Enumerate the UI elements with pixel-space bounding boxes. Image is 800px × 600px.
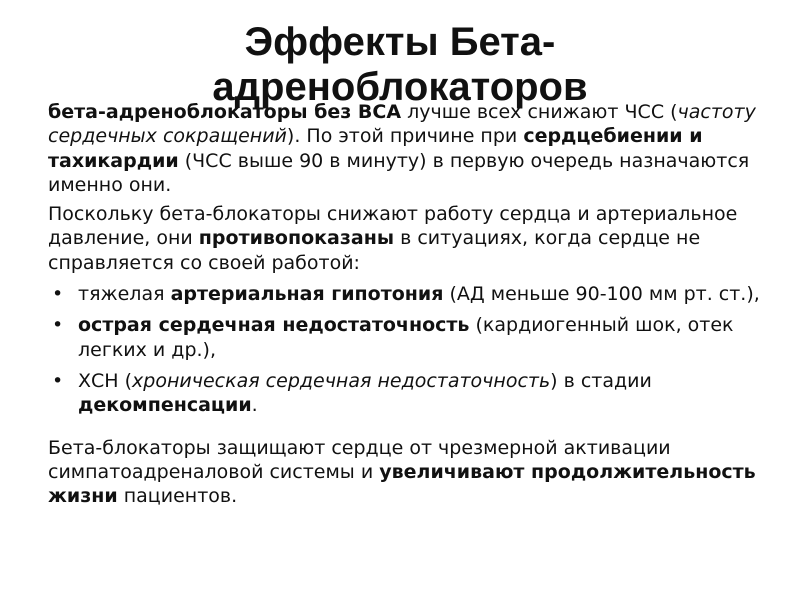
italic-chronic-heart-failure-definition: хроническая сердечная недостаточность — [132, 369, 551, 392]
bullet-icon: • — [52, 314, 64, 337]
list-item-hypotension — [48, 282, 768, 306]
list-item-acute-heart-failure — [48, 313, 768, 362]
paragraph-heart-rate — [48, 100, 768, 197]
bullet-icon: • — [52, 283, 64, 306]
emphasis-beta-blockers-no-isa: бета-адреноблокаторы без ВСА — [48, 101, 402, 123]
text-run: пациентов. — [117, 485, 238, 508]
text-run: ). По этой причине при — [286, 125, 524, 148]
text-run: Бета-блокаторы защищают сердце от чрезмерной активации симпатоадреналовой системы и — [48, 436, 671, 483]
emphasis-contraindicated: противопоказаны — [198, 227, 395, 250]
text-run: ХСН ( — [78, 369, 133, 392]
emphasis-acute-heart-failure: острая сердечная недостаточность — [78, 314, 470, 337]
italic-heart-rate-definition: частоту сердечных сокращений — [48, 101, 756, 148]
text-run: (ЧСС выше 90 в минуту) в первую очередь назначаются именно они. — [48, 149, 750, 196]
emphasis-palpitations-tachycardia: сердцебиении и тахикардии — [48, 125, 703, 172]
emphasis-increase-life-expectancy: увеличивают продолжительность жизни — [48, 460, 756, 508]
text-run: тяжелая — [78, 283, 171, 306]
list-item-chronic-heart-failure — [48, 369, 768, 418]
slide-title-line-2: адреноблокаторов — [212, 65, 588, 109]
text-run: (АД меньше 90-100 мм рт. ст.), — [443, 283, 760, 306]
text-run: (кардиогенный шок, отек легких и др.), — [78, 314, 734, 361]
paragraph-protection — [48, 436, 768, 509]
text-run: ) в стадии — [550, 369, 652, 392]
text-run: . — [251, 394, 258, 417]
paragraph-contraindications — [48, 202, 768, 275]
text-run: лучше всех снижают ЧСС ( — [401, 101, 678, 123]
bullet-icon: • — [52, 369, 64, 392]
slide-title-line-1: Эффекты Бета- — [244, 20, 556, 64]
emphasis-arterial-hypotension: артериальная гипотония — [170, 283, 444, 306]
emphasis-decompensation: декомпенсации — [78, 394, 252, 417]
text-run: в ситуациях, когда сердце не справляется со своей работой: — [48, 227, 701, 274]
slide-body — [48, 100, 768, 508]
text-run: Поскольку бета-блокаторы снижают работу сердца и артериальное давление, они — [48, 203, 738, 250]
contraindications-list — [48, 282, 768, 417]
